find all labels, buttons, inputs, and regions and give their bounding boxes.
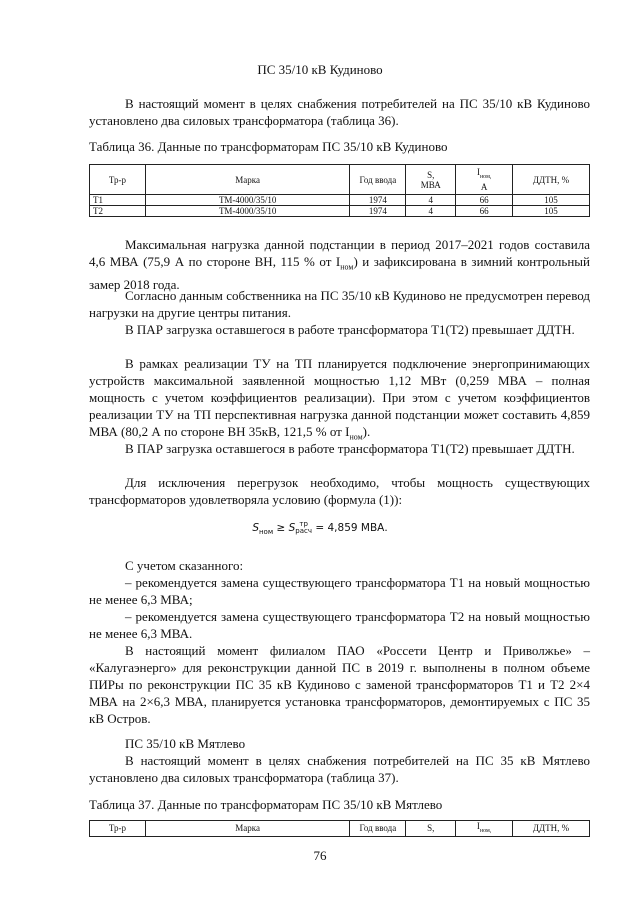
- header-marka: Марка: [145, 821, 350, 837]
- paragraph-par-load-1: В ПАР загрузка оставшегося в работе трансформатора Т1(Т2) превышает ДДТН.: [125, 322, 575, 337]
- recommendation-t1: – рекомендуется замена существующего трансформатора Т1 на новый мощностью не менее 6,3 МВА;: [89, 575, 590, 607]
- cell-god: 1974: [350, 195, 406, 206]
- cell-ddtn: 105: [513, 195, 590, 206]
- cell-marka: ТМ-4000/35/10: [145, 206, 350, 217]
- intro-paragraph-myatlevo: В настоящий момент в целях снабжения потребителей на ПС 35 кВ Мятлево установлено два силовых трансформатора (таблица 37).: [89, 753, 590, 785]
- page-number: 76: [313, 848, 327, 863]
- table-36-caption: Таблица 36. Данные по трансформаторам ПС 35/10 кВ Кудиново: [89, 139, 448, 154]
- table-36: [89, 164, 590, 217]
- paragraph-reconstruction: В настоящий момент филиалом ПАО «Россети Центр и Приволжье» – «Калугаэнерго» для реконструкции данной ПС в 2019 г. выполнены в полном объеме ПИРы по реконструкции ПС 35 кВ Кудиново с заменой трансформаторов Т1 и Т2 2×4 МВА на 2×6,3 МВА, планируется установка трансформаторов, демонтируемых с ПС 35 кВ Остров.: [89, 643, 590, 726]
- cell-ddtn: 105: [513, 206, 590, 217]
- paragraph-considering: С учетом сказанного:: [125, 558, 244, 573]
- recommendation-t2: – рекомендуется замена существующего трансформатора Т2 на новый мощностью не менее 6,3 МВА.: [89, 609, 590, 641]
- header-s: S, МВА: [406, 165, 456, 195]
- cell-trp: Т2: [90, 206, 146, 217]
- header-god-vvoda: Год ввода: [350, 165, 406, 195]
- formula-1: $S_{ном} \ge S$ тр расч = 4,859 МВА.: [252, 520, 388, 537]
- header-ddtn: ДДТН, %: [513, 821, 590, 837]
- paragraph-max-load: Максимальная нагрузка данной подстанции в период 2017–2021 годов составила 4,6 МВА (75,9 А по стороне ВН, 115 % от $I_{ном}$) и зафиксирована в зимний контрольный замер 2018 года.: [89, 237, 590, 292]
- cell-inom: 66: [456, 206, 513, 217]
- table-37-header-row: [90, 821, 590, 837]
- header-trp: Тр-р: [90, 165, 146, 195]
- paragraph-par-load-2: В ПАР загрузка оставшегося в работе трансформатора Т1(Т2) превышает ДДТН.: [125, 441, 575, 456]
- cell-s: 4: [406, 206, 456, 217]
- cell-god: 1974: [350, 206, 406, 217]
- section-heading-myatlevo: ПС 35/10 кВ Мятлево: [125, 736, 246, 751]
- paragraph-no-transfer: Согласно данным собственника на ПС 35/10 кВ Кудиново не предусмотрен перевод нагрузки на другие центры питания.: [89, 288, 590, 320]
- cell-marka: ТМ-4000/35/10: [145, 195, 350, 206]
- table-37-caption: Таблица 37. Данные по трансформаторам ПС 35/10 кВ Мятлево: [89, 797, 443, 812]
- header-inom: $I_{ном,}$ А: [456, 165, 513, 195]
- header-marka: Марка: [145, 165, 350, 195]
- header-ddtn: ДДТН, %: [513, 165, 590, 195]
- table-row: [90, 206, 590, 217]
- paragraph-tu-connection: В рамках реализации ТУ на ТП планируется подключение энергопринимающих устройств максимальной заявленной мощностью 1,12 МВт (0,259 МВА – полная мощность с учетом коэффициентов реализации). При этом с учетом коэффициентов реализации ТУ на ТП перспективная нагрузка данной подстанции может составить 4,859 МВА (80,2 А по стороне ВН 35кВ, 121,5 % от $I_{ном}$).: [89, 356, 590, 442]
- cell-inom: 66: [456, 195, 513, 206]
- table-37: [89, 820, 590, 837]
- cell-s: 4: [406, 195, 456, 206]
- header-s: S,: [406, 821, 456, 837]
- intro-paragraph-kudinovo: В настоящий момент в целях снабжения потребителей на ПС 35/10 кВ Кудиново установлено два силовых трансформатора (таблица 36).: [89, 96, 590, 128]
- header-god-vvoda: Год ввода: [350, 821, 406, 837]
- header-trp: Тр-р: [90, 821, 146, 837]
- cell-trp: Т1: [90, 195, 146, 206]
- table-36-header-row: [90, 165, 590, 195]
- paragraph-condition: Для исключения перегрузок необходимо, чтобы мощность существующих трансформаторов удовлетворяла условию (формула (1)):: [89, 475, 590, 507]
- table-row: [90, 195, 590, 206]
- section-heading-kudinovo: ПС 35/10 кВ Кудиново: [257, 62, 383, 77]
- header-inom: $I_{ном,}$: [456, 821, 513, 837]
